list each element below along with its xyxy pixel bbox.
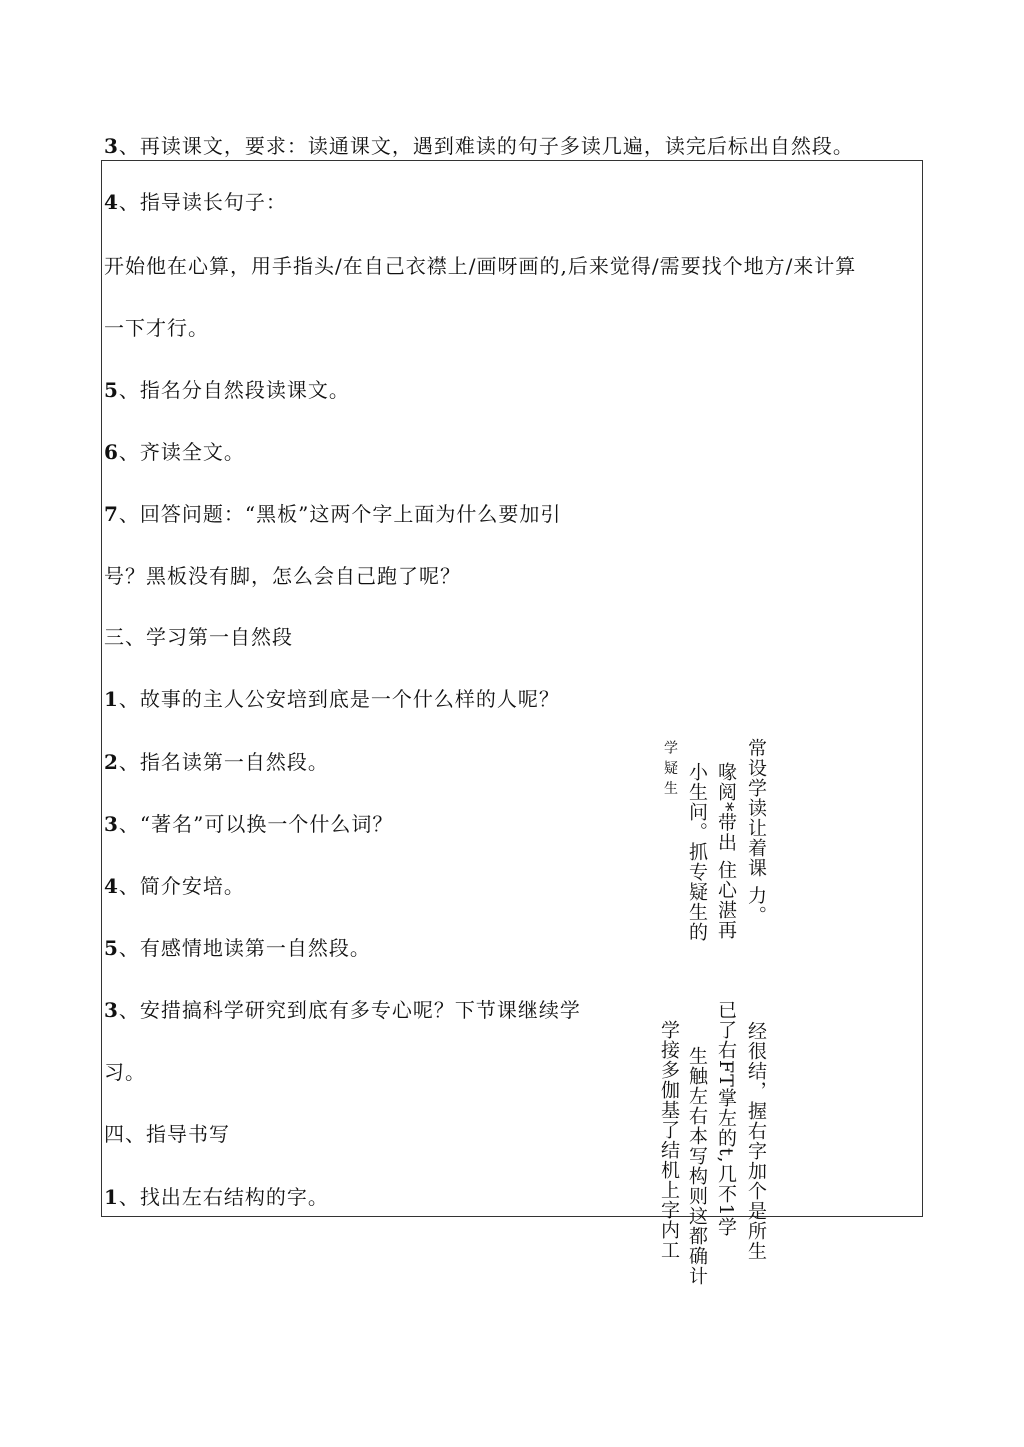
text-line: 3、再读课文，要求：读通课文，遇到难读的句子多读几遍，读完后标出自然段。 [104,134,854,158]
text-line: 5、有感情地读第一自然段。 [104,936,371,960]
margin-note-column: 生触左右本写构则这都确计 [686,1046,708,1286]
text-line: 1、找出左右结构的字。 [104,1185,329,1209]
text-line: 1、故事的主人公安培到底是一个什么样的人呢？ [104,687,560,711]
margin-note-column: 学接多伽基了结机上字内工 [658,1020,680,1260]
text-line: 5、指名分自然段读课文。 [104,378,350,402]
margin-note-column: 已了右FT掌左的t,几不1学 [715,1000,737,1237]
margin-note-column: 常设学读让着课 力。 [745,738,767,926]
text-line: 3、“著名”可以换一个什么词？ [104,812,394,836]
text-line: 6、齐读全文。 [104,440,245,464]
margin-note-column: 小生问。抓专疑生的 [686,762,708,942]
text-line: 3、安措搞科学研究到底有多专心呢？下节课继续学 [104,998,581,1022]
margin-note-column: 喙阅*带出 住心湛再 [715,762,737,940]
text-line: 习。 [104,1060,146,1084]
text-line: 7、回答问题：“黑板”这两个字上面为什么要加引 [104,502,562,526]
margin-note-column: 学 疑 生 [662,740,678,796]
text-line: 号？黑板没有脚，怎么会自己跑了呢？ [104,564,461,588]
text-line: 2、指名读第一自然段。 [104,750,329,774]
section-heading: 三、学习第一自然段 [104,625,293,649]
section-heading: 四、指导书写 [104,1122,230,1146]
margin-note-column: 经很结，握右字加个是所生 [745,1021,767,1261]
text-line: 开始他在心算，用手指头/在自己衣襟上/画呀画的,后来觉得/需要找个地方/来计算 [104,254,857,278]
text-line: 4、指导读长句子： [104,190,287,214]
text-line: 4、简介安培。 [104,874,245,898]
text-line: 一下才行。 [104,316,209,340]
